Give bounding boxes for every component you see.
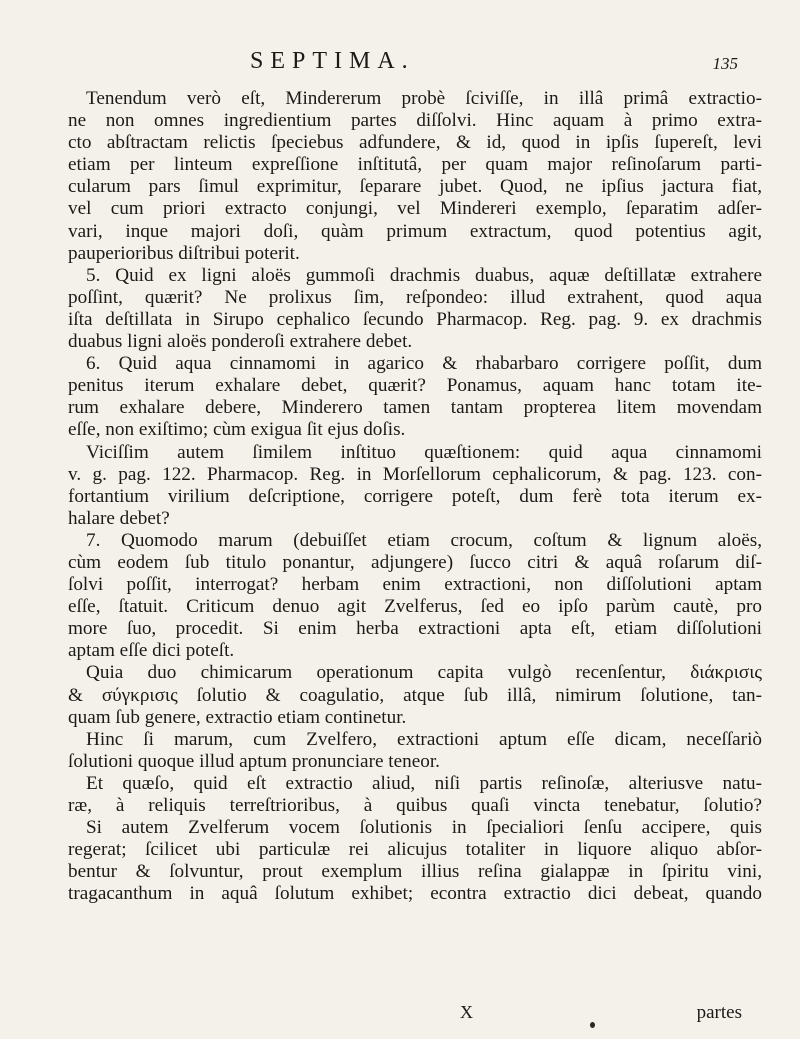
- text-line: Si autem Zvelferum vocem ſolutionis in ſpecialiori ſenſu accipere, quis: [86, 817, 762, 839]
- text-line: duabus ligni aloës ponderoſi extrahere debet.: [68, 331, 413, 353]
- text-line: ſolutioni quoque illud aptum pronunciare teneor.: [68, 750, 440, 772]
- text-line: Et quæſo, quid eſt extractio aliud, niſi partis reſinoſæ, alteriusve natu-: [86, 772, 762, 794]
- text-line: ne non omnes ingredientium partes diſſolvi. Hinc aquam à primo extra-: [68, 110, 762, 132]
- text-line: more ſuo, procedit. Si enim herba extractioni apta eſt, etiam diſſolutioni: [68, 618, 762, 640]
- text-line: eſſe, non exiſtimo; cùm exigua ſit ejus doſis.: [68, 419, 406, 441]
- text-line: vari, inque majori doſi, quàm primum extractum, quod potentius agit,: [68, 220, 762, 242]
- text-line: ræ, à reliquis terreſtrioribus, à quibus quaſi vincta tenebatur, ſolutio?: [68, 795, 762, 816]
- text-line: & σύγκρισις ſolutio & coagulatio, atque ſub illâ, nimirum ſolutione, tan-: [68, 684, 762, 706]
- text-line: 5. Quid ex ligni aloës gummoſi drachmis duabus, aquæ deſtillatæ extrahere: [86, 264, 762, 286]
- text-line: fortantium virilium deſcriptione, corrigere poteſt, dum ferè tota iterum ex-: [68, 485, 762, 507]
- text-line: 7. Quomodo marum (debuiſſet etiam crocum, coſtum & lignum aloës,: [86, 529, 762, 551]
- text-line: cularum pars ſimul exprimitur, ſeparare jubet. Quod, ne ipſius jactura fiat,: [68, 176, 762, 198]
- text-line: Viciſſim autem ſimilem inſtituo quæſtionem: quid aqua cinnamomi: [86, 441, 762, 463]
- page-number: 135: [712, 54, 738, 73]
- text-line: penitus iterum exhalare debet, quærit? Ponamus, aquam hanc totam ite-: [68, 375, 762, 397]
- text-line: 6. Quid aqua cinnamomi in agarico & rhabarbaro corrigere poſſit, dum: [86, 353, 762, 375]
- text-line: ſolvi poſſit, interrogat? herbam enim extractioni, non diſſolutioni aptam: [68, 574, 762, 596]
- text-line: Quia duo chimicarum operationum capita vulgò recenſentur, διάκρισις: [86, 662, 762, 684]
- running-head: SEPTIMA.: [250, 48, 415, 74]
- ink-spot: [590, 1022, 595, 1028]
- text-line: Hinc ſi marum, cum Zvelfero, extractioni aptum eſſe dicam, neceſſariò: [86, 728, 762, 750]
- text-line: poſſint, quærit? Ne prolixus ſim, reſpondeo: illud extrahent, quod aqua: [68, 286, 762, 308]
- text-line: eſſe, ſtatuit. Criticum denuo agit Zvelferus, ſed eo ipſo parùm cautè, pro: [68, 596, 762, 618]
- text-line: cto abſtractam relictis ſpeciebus adfundere, & id, quod in ipſis ſupereſt, levi: [68, 132, 762, 154]
- text-line: iſta deſtillata in Sirupo cephalico ſecundo Pharmacop. Reg. pag. 9. ex drachmis: [68, 308, 762, 330]
- text-line: cùm eodem ſub titulo ponantur, adjungere) ſucco citri & aquâ roſarum diſ-: [68, 551, 762, 573]
- text-line: aptam eſſe dici poteſt.: [68, 640, 235, 662]
- page-header: [0, 48, 800, 88]
- signature-mark: X: [460, 1002, 473, 1022]
- text-line: bentur & ſolvuntur, prout exemplum illius reſina gialappæ in ſpiritu vini,: [68, 861, 762, 883]
- text-line: quam ſub genere, extractio etiam continetur.: [68, 706, 407, 728]
- text-line: halare debet?: [68, 507, 170, 529]
- text-line: rum exhalare debere, Minderero tamen tantam propterea litem movendam: [68, 397, 762, 419]
- text-line: tragacanthum in aquâ ſolutum exhibet; econtra extractio dici debeat, quando: [68, 883, 762, 905]
- text-line: pauperioribus diſtribui poterit.: [68, 242, 300, 264]
- text-line: etiam per linteum expreſſione inſtitutâ, per quam major reſinoſarum parti-: [68, 154, 762, 176]
- text-line: regerat; ſcilicet ubi particulæ rei alicujus totaliter in liquore aliquo abſor-: [68, 839, 762, 861]
- text-line: vel cum priori extracto conjungi, vel Mindereri exemplo, ſeparatim adſer-: [68, 198, 762, 220]
- body-text: [68, 88, 762, 905]
- text-line: Tenendum verò eſt, Mindererum probè ſciviſſe, in illâ primâ extractio-: [86, 88, 762, 109]
- text-line: v. g. pag. 122. Pharmacop. Reg. in Morſellorum cephalicorum, & pag. 123. con-: [68, 463, 762, 485]
- catchword: partes: [696, 1002, 742, 1023]
